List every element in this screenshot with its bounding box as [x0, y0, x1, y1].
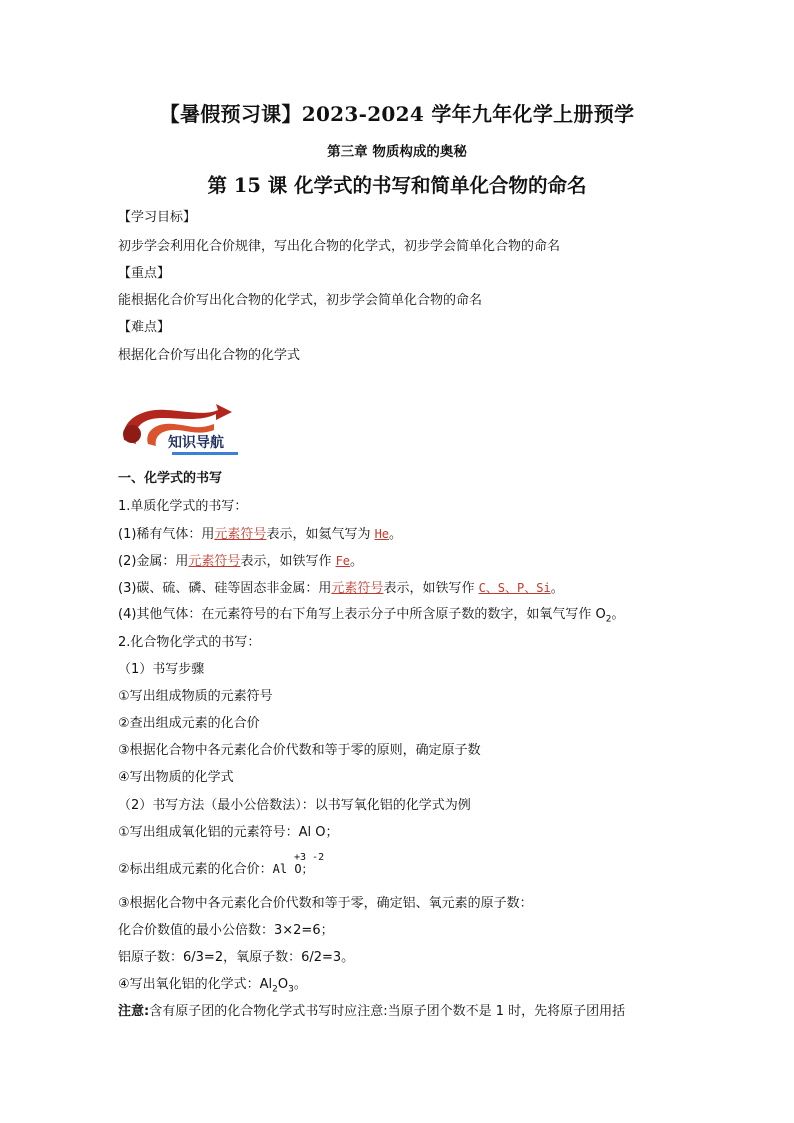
doc-title: 【暑假预习课】2023-2024 学年九年化学上册预学	[159, 102, 635, 126]
rule-text: ②标出组成元素的化合价：	[118, 862, 273, 877]
note-text: 含有原子团的化合物化学式书写时应注意:当原子团个数不是 1 时，先将原子团用括	[149, 1004, 626, 1019]
rule-other-gas	[118, 606, 625, 629]
rule-text: (2)金属：用	[118, 554, 189, 569]
formula: Al O；	[272, 862, 314, 876]
subscript: 2	[605, 614, 612, 625]
chapter-title: 第三章 物质构成的奥秘	[327, 144, 467, 160]
logo-underline	[172, 452, 238, 455]
answer-blank: C、S、P、Si	[478, 581, 551, 595]
answer-blank: 元素符号	[331, 581, 384, 596]
subscript: 3	[288, 984, 294, 995]
difficulty-heading: 【难点】	[118, 320, 171, 335]
element-formula-heading: 1.单质化学式的书写：	[118, 499, 248, 514]
method-heading: （2）书写方法（最小公倍数法）：以书写氧化铝的化学式为例	[118, 798, 471, 813]
objectives-text: 初步学会利用化合价规律，写出化合物的化学式，初步学会简单化合物的命名	[118, 239, 561, 254]
difficulty-text: 根据化合价写出化合物的化学式	[118, 348, 301, 363]
answer-blank: Fe	[335, 554, 351, 568]
method-step-4	[118, 976, 307, 999]
method-step-3: ③根据化合物中各元素化合价代数和等于零，确定铝、氧元素的原子数：	[118, 896, 533, 911]
rule-text: (3)碳、硫、磷、硅等固态非金属：用	[118, 581, 332, 596]
step-1: ①写出组成物质的元素符号	[118, 689, 273, 704]
rule-nonmetal	[118, 579, 564, 598]
rule-text: 。	[389, 527, 403, 542]
step-2: ②查出组成元素的化合价	[118, 716, 260, 731]
note-line	[118, 1003, 625, 1021]
rule-text: O	[277, 977, 289, 992]
rule-metal	[118, 552, 363, 571]
knowledge-nav-label: 知识导航	[168, 435, 224, 451]
key-text: 能根据化合价写出化合物的化学式，初步学会简单化合物的命名	[118, 293, 483, 308]
objectives-heading: 【学习目标】	[118, 210, 197, 225]
steps-heading: （1）书写步骤	[118, 662, 205, 677]
method-step-2	[118, 860, 314, 879]
compound-formula-heading: 2.化合物化学式的书写：	[118, 635, 261, 650]
lcm-line: 化合价数值的最小公倍数：3×2=6；	[118, 923, 334, 938]
rule-text: 。	[611, 607, 625, 622]
valence-marks: +3 -2	[294, 852, 325, 863]
section-heading: 一、化学式的书写	[118, 471, 223, 486]
atom-count-line: 铝原子数：6/3=2，氧原子数：6/2=3。	[118, 950, 355, 965]
rule-text: ④写出氧化铝的化学式：Al	[118, 977, 273, 992]
rule-text: 表示，如氦气写为	[266, 527, 375, 542]
key-heading: 【重点】	[118, 266, 171, 281]
rule-text: 表示，如铁写作	[383, 581, 479, 596]
rule-text: 。	[350, 554, 364, 569]
rule-text: 。	[293, 977, 307, 992]
step-4: ④写出物质的化学式	[118, 770, 234, 785]
rule-text: (4)其他气体：在元素符号的右下角写上表示分子中所含原子数的数字，如氧气写作 O	[118, 607, 606, 622]
rule-text: 。	[550, 581, 564, 596]
answer-blank: He	[374, 527, 390, 541]
step-3: ③根据化合物中各元素化合价代数和等于零的原则，确定原子数	[118, 743, 481, 758]
note-label: 注意:	[118, 1004, 150, 1019]
rule-text: 表示，如铁写作	[240, 554, 336, 569]
rule-noble-gas	[118, 525, 402, 544]
method-step-1: ①写出组成氧化铝的元素符号：Al O；	[118, 825, 339, 840]
answer-blank: 元素符号	[188, 554, 241, 569]
rule-text: (1)稀有气体：用	[118, 527, 215, 542]
answer-blank: 元素符号	[214, 527, 267, 542]
lesson-title: 第 15 课 化学式的书写和简单化合物的命名	[207, 174, 587, 197]
subscript: 2	[272, 984, 278, 995]
